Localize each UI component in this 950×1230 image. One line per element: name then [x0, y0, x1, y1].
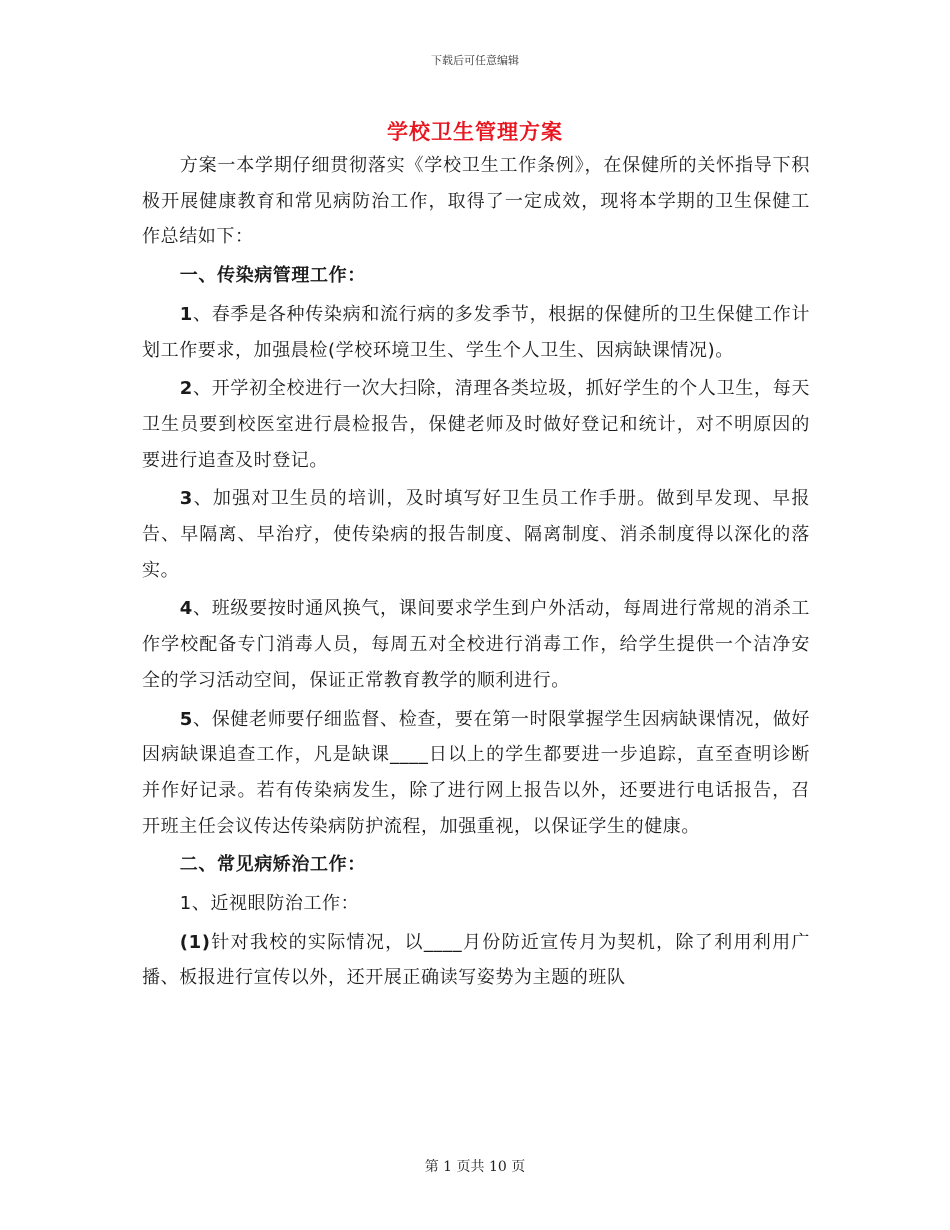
item-3 — [142, 481, 810, 588]
item-1-text: 、春季是各种传染病和流行病的多发季节，根据的保健所的卫生保健工作计划工作要求，加强晨检(学校环境卫生、学生个人卫生、因病缺课情况)。 — [142, 303, 810, 361]
sub-item-1a-number: (1) — [179, 931, 211, 953]
item-4-number: 4 — [179, 598, 193, 620]
sub-item-1a-text: 针对我校的实际情况，以____月份防近宣传月为契机，除了利用利用广播、板报进行宣传以外，还开展正确读写姿势为主题的班队 — [142, 931, 810, 989]
item-2-text: 、开学初全校进行一次大扫除，清理各类垃圾，抓好学生的个人卫生，每天卫生员要到校医室进行晨检报告，保健老师及时做好登记和统计，对不明原因的要进行追查及时登记。 — [142, 378, 810, 471]
item-5 — [142, 702, 810, 845]
section-heading-1: 一、传染病管理工作： — [179, 265, 366, 287]
page-footer: 第 1 页共 10 页 — [424, 1159, 526, 1175]
item-1 — [142, 297, 810, 368]
item-4 — [142, 591, 810, 698]
intro-paragraph: 方案一本学期仔细贯彻落实《学校卫生工作条例》，在保健所的关怀指导下积极开展健康教育和常见病防治工作，取得了一定成效，现将本学期的卫生保健工作总结如下： — [142, 155, 810, 248]
sub-item-1a — [142, 925, 810, 996]
item-3-text: 、加强对卫生员的培训，及时填写好卫生员工作手册。做到早发现、早报告、早隔离、早治疗，使传染病的报告制度、隔离制度、消杀制度得以深化的落实。 — [142, 488, 810, 581]
item-5-text: 、保健老师要仔细监督、检查，要在第一时限掌握学生因病缺课情况，做好因病缺课追查工作，凡是缺课____日以上的学生都要进一步追踪，直至查明诊断并作好记录。若有传染病发生，除了进行网上报告以外，还要进行电话报告，召开班主任会议传达传染病防护流程，加强重视，以保证学生的健康。 — [142, 708, 810, 837]
section-heading-2: 二、常见病矫治工作： — [179, 854, 366, 876]
item-3-number: 3 — [179, 488, 193, 510]
header-note: 下载后可任意编辑 — [431, 54, 519, 67]
item-2-number: 2 — [179, 378, 193, 400]
item-5-number: 5 — [179, 708, 193, 730]
document-title: 学校卫生管理方案 — [387, 120, 563, 144]
item-1-number: 1 — [179, 303, 193, 325]
document-body — [142, 148, 810, 996]
item-2 — [142, 371, 810, 478]
sub-item-1: 1、近视眼防治工作： — [179, 893, 360, 915]
item-4-text: 、班级要按时通风换气，课间要求学生到户外活动，每周进行常规的消杀工作学校配备专门消毒人员，每周五对全校进行消毒工作，给学生提供一个洁净安全的学习活动空间，保证正常教育教学的顺利进行。 — [142, 598, 810, 691]
